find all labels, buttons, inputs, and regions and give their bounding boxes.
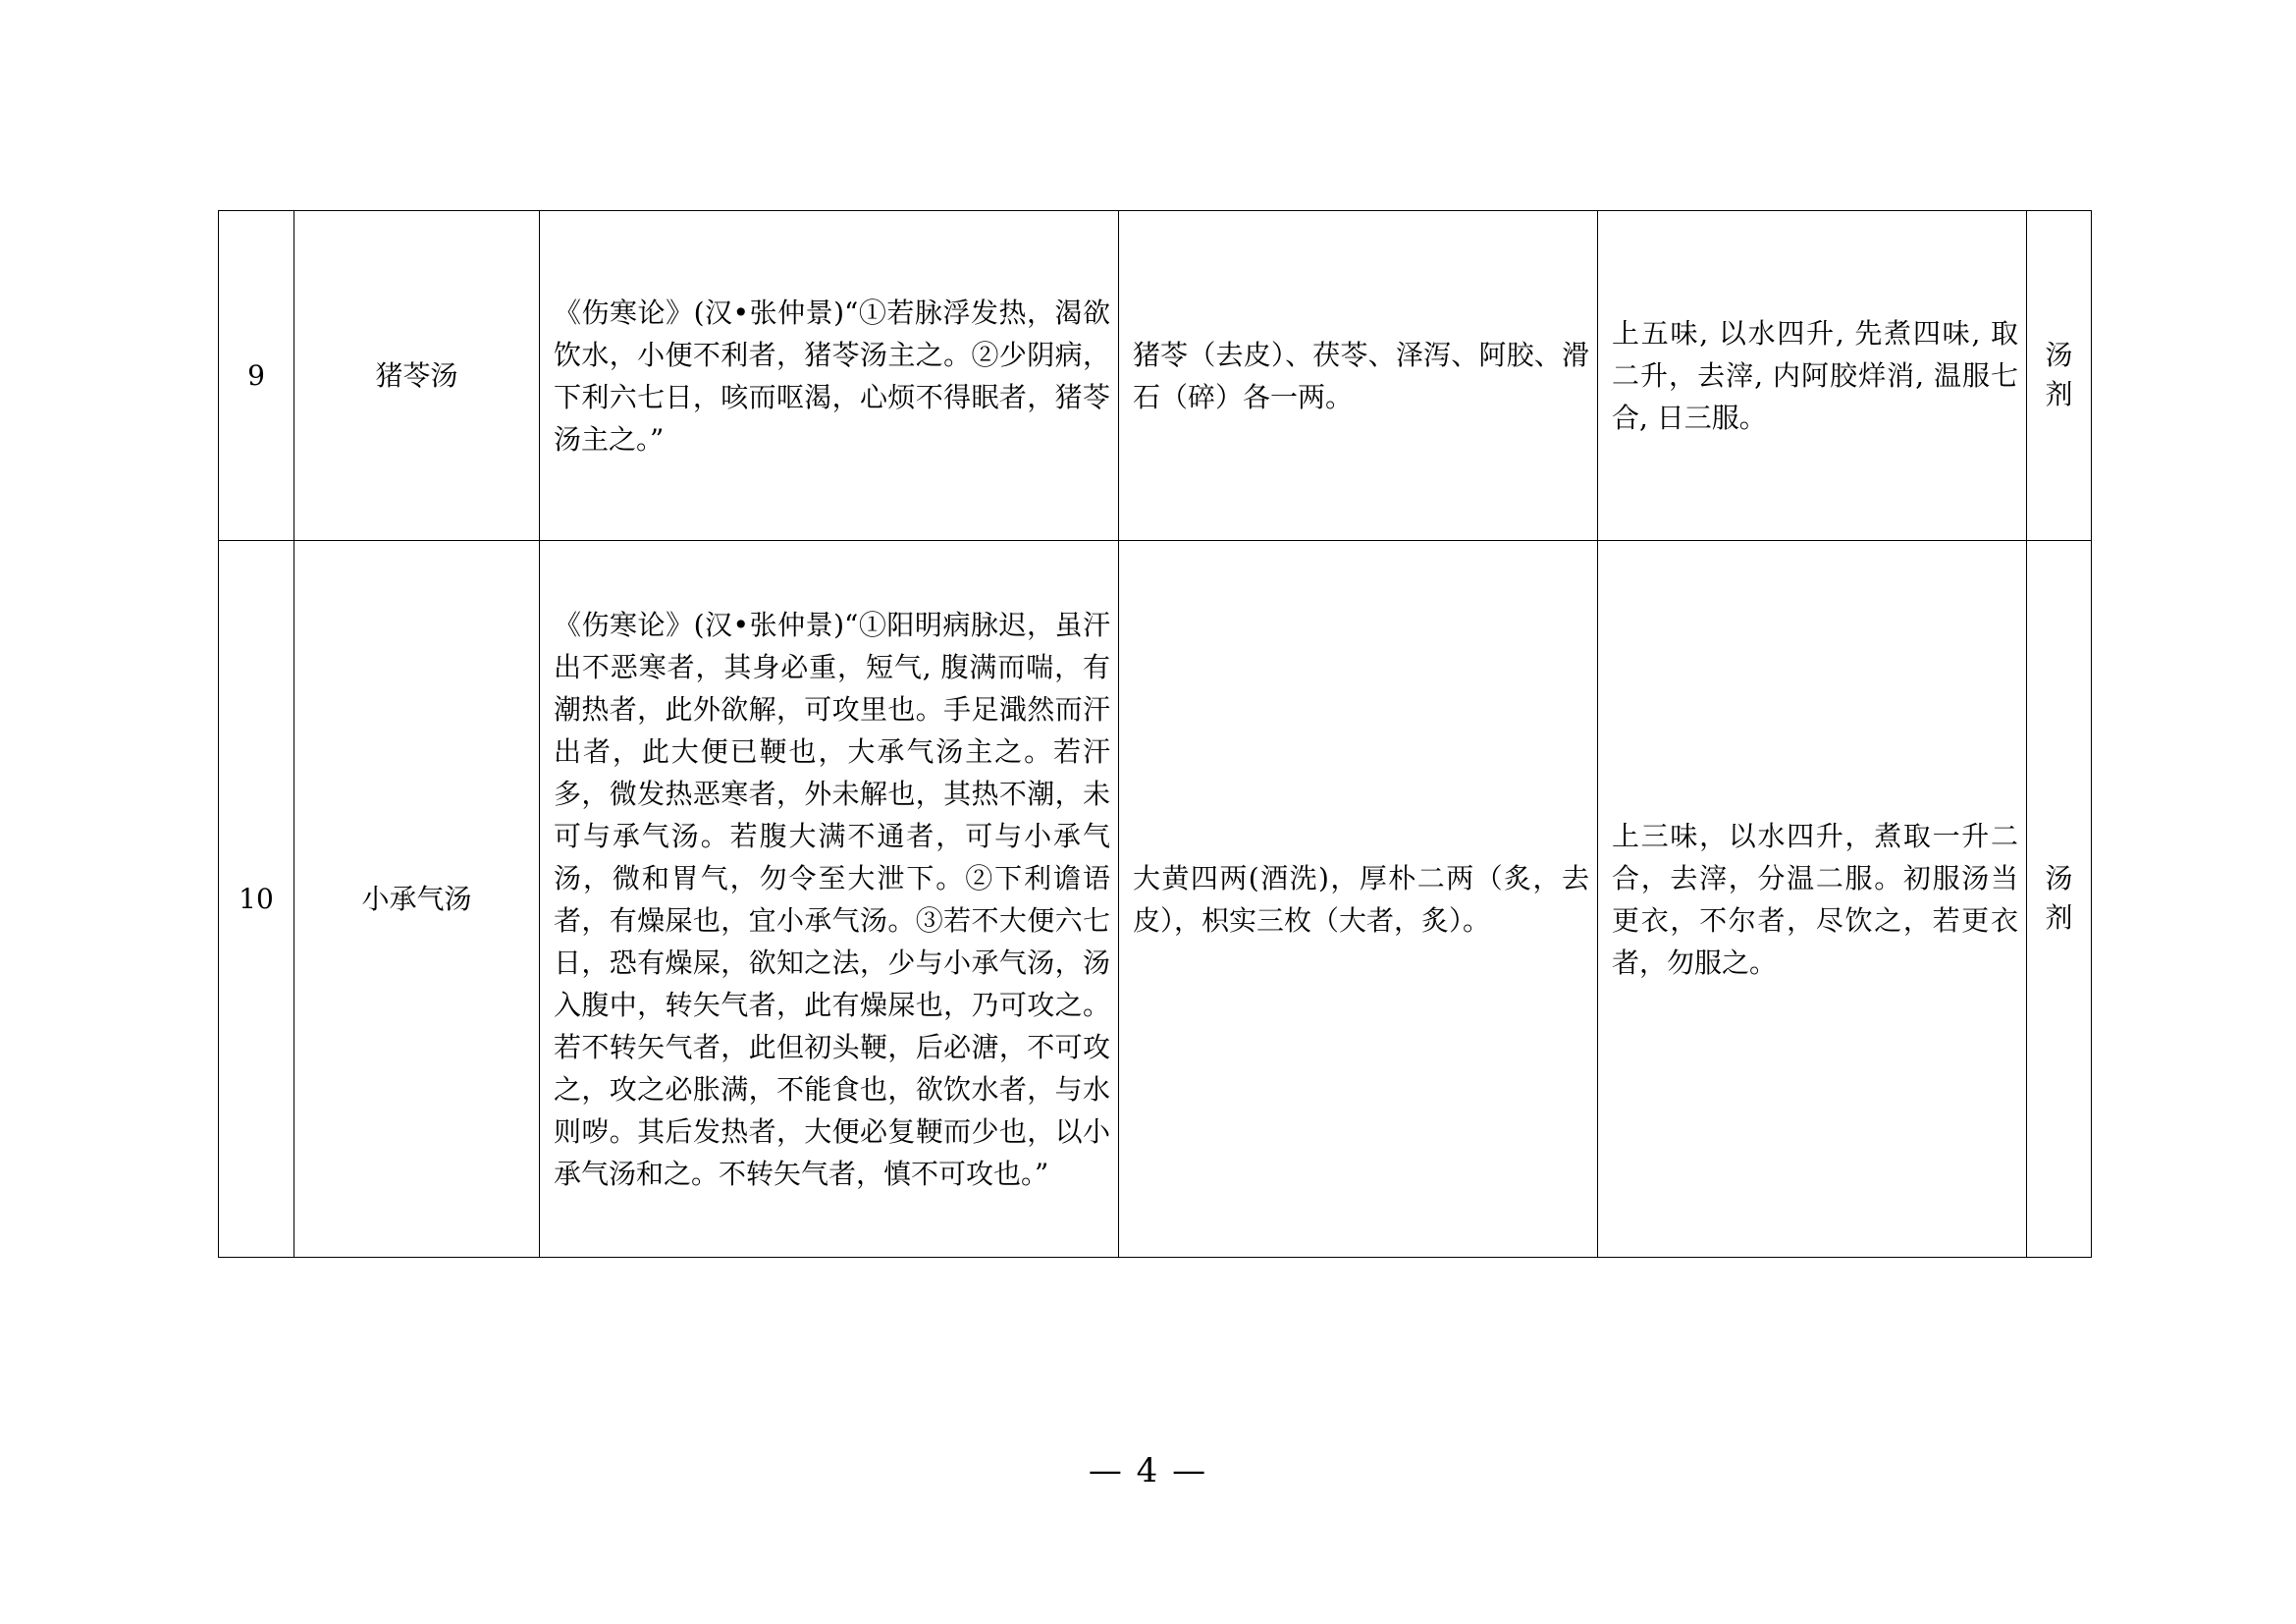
composition-cell: [1119, 211, 1598, 541]
dosage-form-text: 汤剂: [2045, 339, 2073, 410]
usage-text: 上三味，以水四升，煮取一升二合，去滓，分温二服。初服汤当更衣，不尔者，尽饮之，若更衣者，勿服之。: [1612, 819, 2018, 979]
source-text: 《伤寒论》(汉•张仲景)“①若脉浮发热，渴欲饮水，小便不利者，猪苓汤主之。②少阴病，下利六七日，咳而呕渴，心烦不得眠者，猪苓汤主之。”: [554, 296, 1110, 456]
source-cell: [540, 211, 1119, 541]
formula-name-cell: 小承气汤: [294, 541, 540, 1258]
dosage-form-text: 汤剂: [2045, 862, 2073, 934]
composition-cell: [1119, 541, 1598, 1258]
source-cell: [540, 541, 1119, 1258]
composition-text: 猪苓（去皮）、茯苓、泽泻、阿胶、滑石（碎）各一两。: [1133, 338, 1589, 413]
usage-cell: [1598, 211, 2027, 541]
page-number: — 4 —: [1088, 1451, 1208, 1490]
table-row: [219, 541, 2092, 1258]
dosage-form-cell: [2027, 541, 2092, 1258]
source-text: 《伤寒论》(汉•张仲景)“①阳明病脉迟，虽汗出不恶寒者，其身必重，短气, 腹满而喘，有潮热者，此外欲解，可攻里也。手足濈然而汗出者，此大便已鞕也，大承气汤主之。若汗多，微发热恶寒者，外未解也，其热不潮，未可与承气汤。若腹大满不通者，可与小承气汤，微和胃气，勿令至大泄下。②下利谵语者，有燥屎也，宜小承气汤。③若不大便六七日，恐有燥屎，欲知之法，少与小承气汤，汤入腹中，转矢气者，此有燥屎也，乃可攻之。若不转矢气者，此但初头鞕，后必溏，不可攻之，攻之必胀满，不能食也，欲饮水者，与水则哕。其后发热者，大便必复鞕而少也，以小承气汤和之。不转矢气者，慎不可攻也。”: [554, 608, 1110, 1190]
dosage-form-cell: [2027, 211, 2092, 541]
formula-table: [218, 210, 2092, 1258]
row-number-cell: 10: [219, 541, 294, 1258]
row-number-cell: 9: [219, 211, 294, 541]
composition-text: 大黄四两(酒洗)，厚朴二两（炙，去皮），枳实三枚（大者，炙）。: [1133, 861, 1589, 937]
formula-name-cell: 猪苓汤: [294, 211, 540, 541]
table-row: [219, 211, 2092, 541]
usage-cell: [1598, 541, 2027, 1258]
usage-text: 上五味, 以水四升, 先煮四味, 取二升，去滓, 内阿胶烊消, 温服七合, 日三服。: [1612, 317, 2018, 434]
